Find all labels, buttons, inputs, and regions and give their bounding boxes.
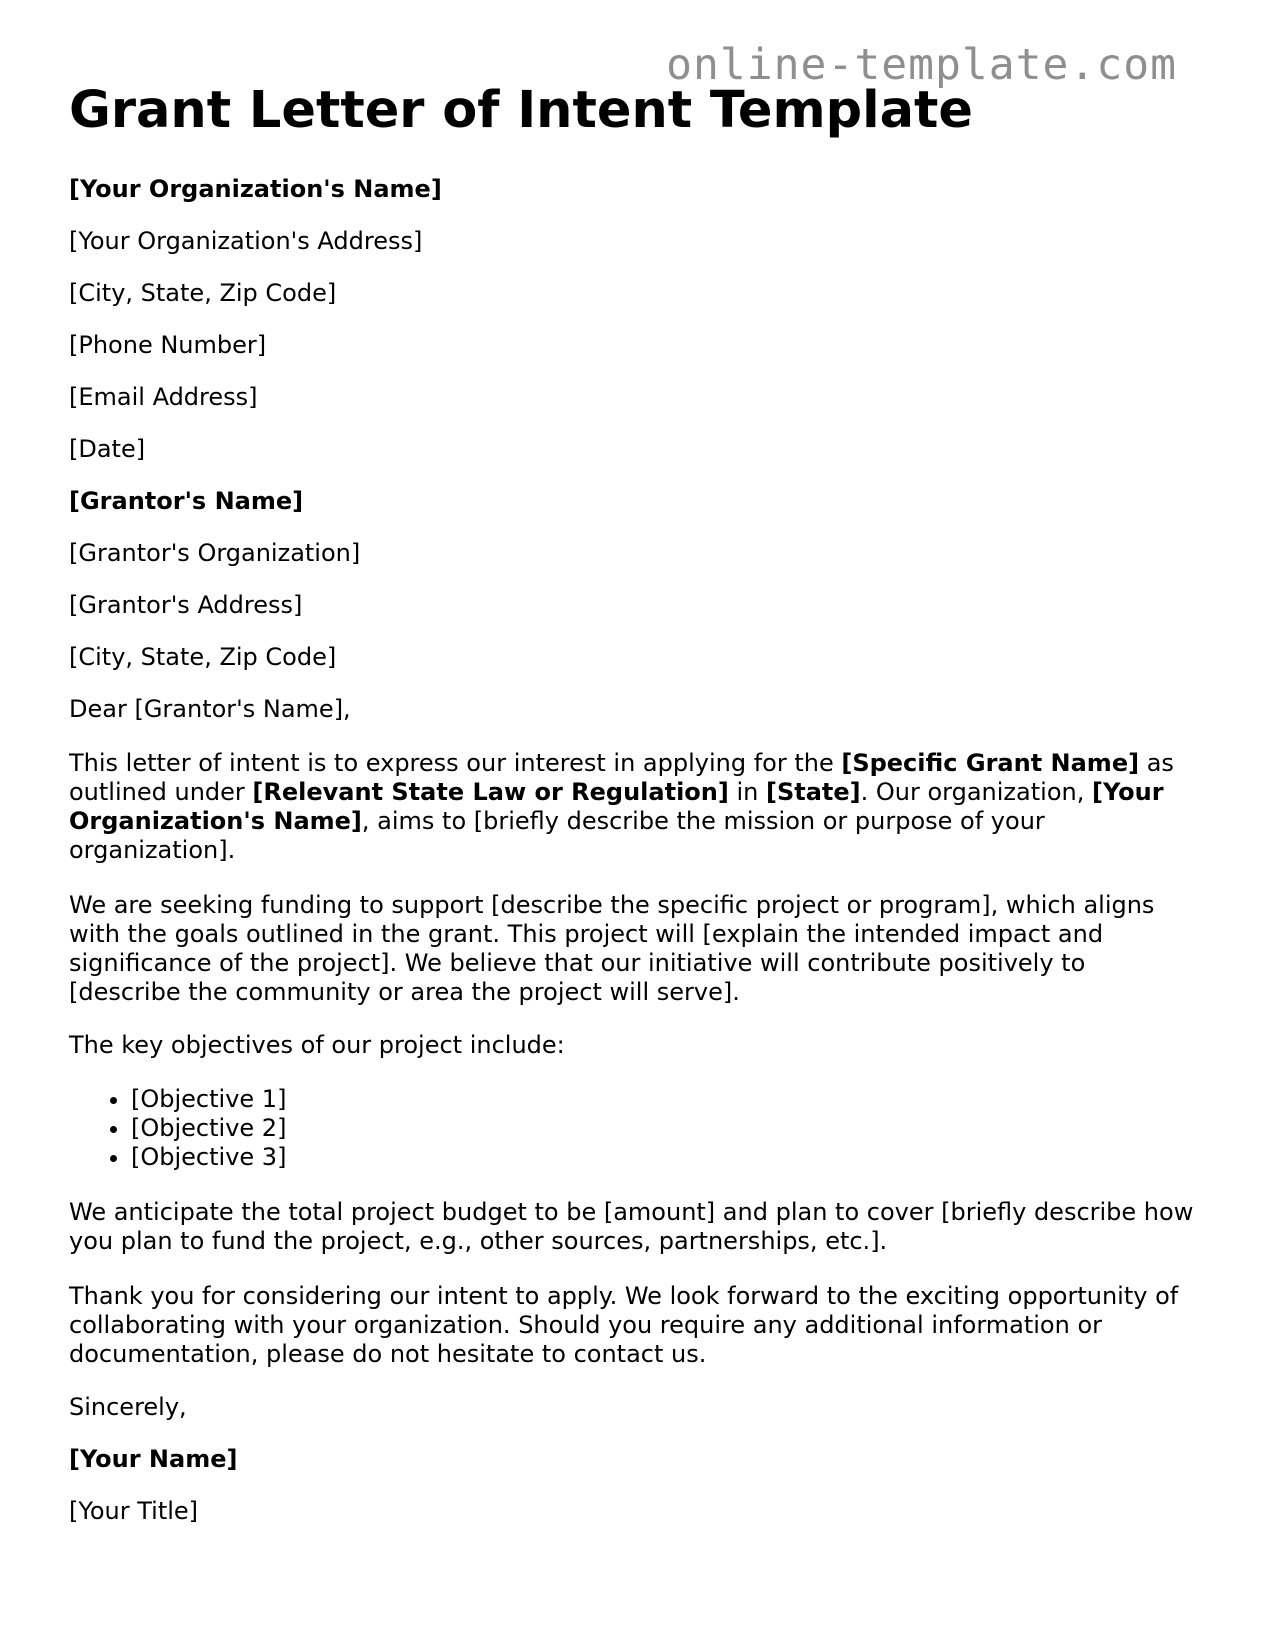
sender-email: [Email Address]: [69, 383, 258, 412]
recipient-address: [Grantor's Address]: [69, 591, 303, 620]
signer-name: [Your Name]: [69, 1445, 238, 1474]
objectives-list: [69, 1085, 1204, 1172]
intro-text-3: in: [728, 778, 766, 807]
intro-text-4: . Our organization,: [860, 778, 1092, 807]
recipient-city-state-zip: [City, State, Zip Code]: [69, 643, 337, 672]
sender-city-state-zip: [City, State, Zip Code]: [69, 279, 337, 308]
state-name: [State]: [765, 778, 861, 807]
list-item: • [Objective 3]: [131, 1143, 1204, 1172]
letter-date: [Date]: [69, 435, 146, 464]
specific-grant-name: [Specific Grant Name]: [841, 749, 1140, 778]
intro-text-5: , aims to [briefly describe the mission or purpose of your organization].: [69, 807, 1045, 865]
sender-phone: [Phone Number]: [69, 331, 267, 360]
thanks-paragraph: Thank you for considering our intent to apply. We look forward to the exciting opportunity of collaborating with your organization. Should you require any additional information or documentation, please do not hesitate to contact us.: [69, 1282, 1179, 1369]
page-title: Grant Letter of Intent Template: [69, 81, 974, 140]
list-item: • [Objective 1]: [131, 1085, 1204, 1114]
recipient-name: [Grantor's Name]: [69, 487, 304, 516]
salutation: Dear [Grantor's Name],: [69, 695, 351, 724]
intro-text-1: This letter of intent is to express our interest in applying for the: [69, 749, 842, 778]
watermark: online-template.com: [666, 40, 1177, 90]
signer-title: [Your Title]: [69, 1497, 199, 1526]
sender-address: [Your Organization's Address]: [69, 227, 423, 256]
list-item: • [Objective 2]: [131, 1114, 1204, 1143]
intro-text-2: as outlined under: [69, 749, 1174, 807]
objectives-intro: The key objectives of our project include:: [69, 1031, 565, 1060]
relevant-law: [Relevant State Law or Regulation]: [252, 778, 729, 807]
intro-paragraph: [69, 749, 1204, 865]
budget-paragraph: We anticipate the total project budget to be [amount] and plan to cover [briefly describe how you plan to fund the project, e.g., other sources, partnerships, etc.].: [69, 1198, 1194, 1256]
closing: Sincerely,: [69, 1393, 187, 1422]
intro-org-name: [Your Organization's Name]: [69, 778, 1164, 836]
funding-paragraph: We are seeking funding to support [describe the specific project or program], which aligns with the goals outlined in the grant. This project will [explain the intended impact and significance of the project]. We believe that our initiative will contribute positively to [describe the community or area the project will serve].: [69, 891, 1155, 1007]
letter-document: [69, 80, 1204, 1551]
recipient-organization: [Grantor's Organization]: [69, 539, 361, 568]
sender-org-name: [Your Organization's Name]: [69, 175, 442, 204]
